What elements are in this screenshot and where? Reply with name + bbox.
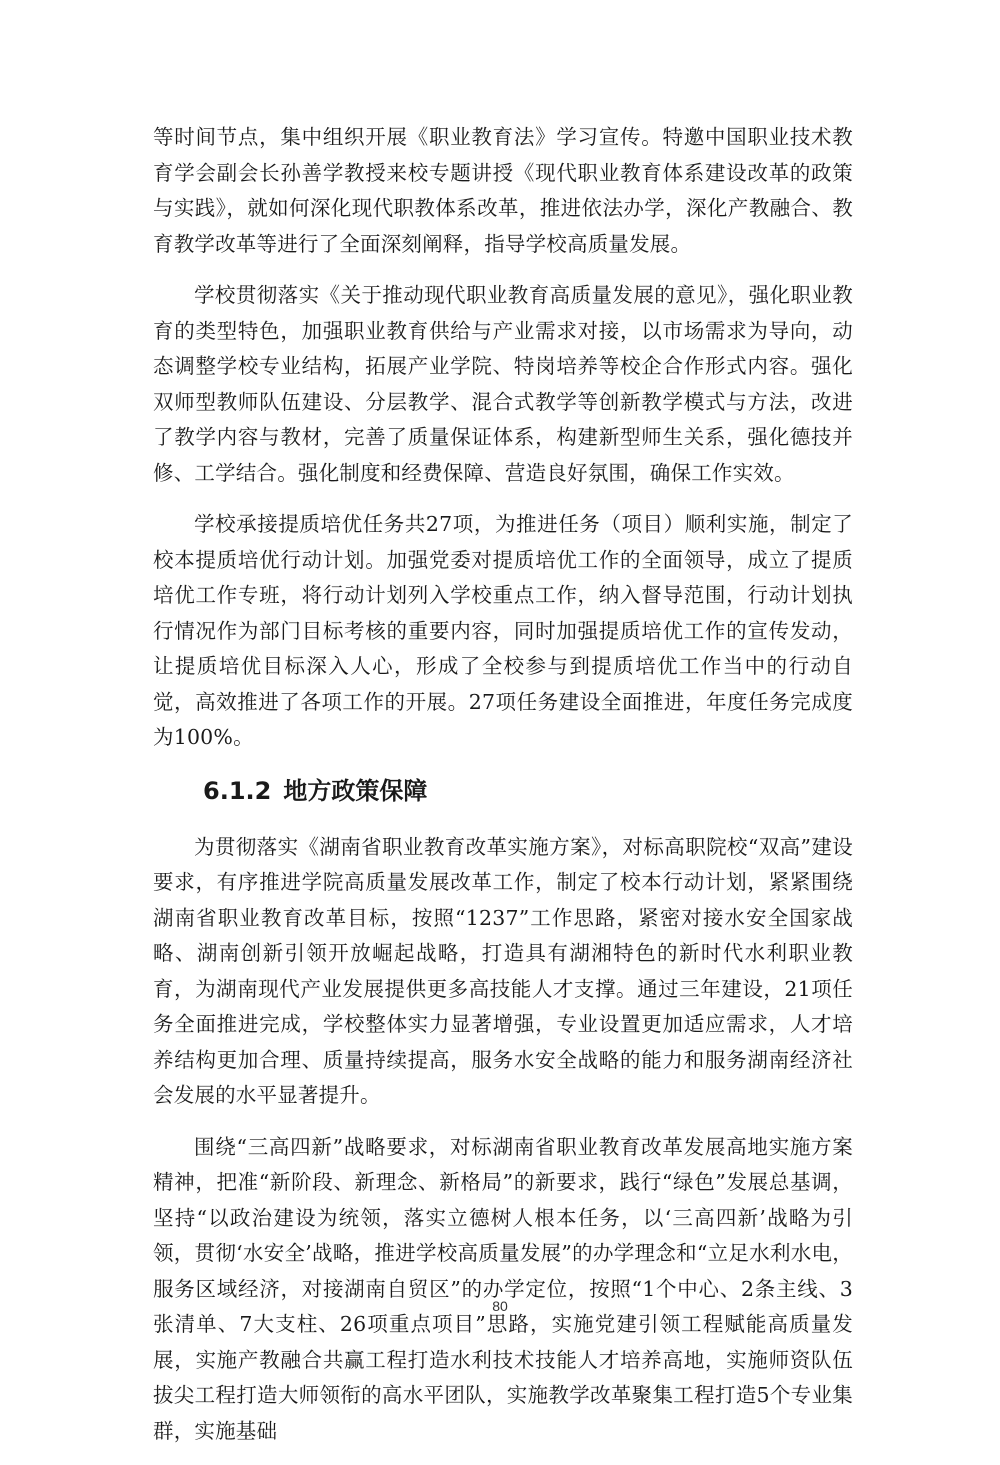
section-title: 地方政策保障 [283, 776, 428, 805]
paragraph: 学校承接提质培优任务共27项，为推进任务（项目）顺利实施，制定了校本提质培优行动计划。加强党委对提质培优工作的全面领导，成立了提质培优工作专班，将行动计划列入学校重点工作，纳入督导范围，行动计划执行情况作为部门目标考核的重要内容，同时加强提质培优工作的宣传发动，让提质培优目标深入人心，形成了全校参与到提质培优工作当中的行动自觉，高效推进了各项工作的开展。27项任务建设全面推进，年度任务完成度为100%。 [153, 512, 853, 749]
paragraph: 围绕“三高四新”战略要求，对标湖南省职业教育改革发展高地实施方案精神，把准“新阶段、新理念、新格局”的新要求，践行“绿色”发展总基调，坚持“以政治建设为统领，落实立德树人根本任务，以‘三高四新’战略为引领，贯彻‘水安全’战略，推进学校高质量发展”的办学理念和“立足水利水电，服务区域经济，对接湖南自贸区”的办学定位，按照“1个中心、2条主线、3张清单、7大支柱、26项重点项目”思路，实施党建引领工程赋能高质量发展，实施产教融合共赢工程打造水利技术技能人才培养高地，实施师资队伍拔尖工程打造大师领衔的高水平团队，实施教学改革聚集工程打造5个专业集群，实施基础 [153, 1134, 853, 1443]
paragraph: 为贯彻落实《湖南省职业教育改革实施方案》，对标高职院校“双高”建设要求，有序推进学院高质量发展改革工作，制定了校本行动计划，紧紧围绕湖南省职业教育改革目标，按照“1237”工作思路，紧密对接水安全国家战略、湖南创新引领开放崛起战略，打造具有湖湘特色的新时代水利职业教育，为湖南现代产业发展提供更多高技能人才支撑。通过三年建设，21项任务全面推进完成，学校整体实力显著增强，专业设置更加适应需求，人才培养结构更加合理、质量持续提高，服务水安全战略的能力和服务湖南经济社会发展的水平显著提升。 [153, 834, 853, 1107]
page-content [153, 120, 853, 1465]
paragraph-continued: 等时间节点，集中组织开展《职业教育法》学习宣传。特邀中国职业技术教育学会副会长孙善学教授来校专题讲授《现代职业教育体系建设改革的政策与实践》，就如何深化现代职教体系改革，推进依法办学，深化产教融合、教育教学改革等进行了全面深刻阐释，指导学校高质量发展。 [153, 125, 853, 256]
page-number: 80 [492, 1298, 508, 1314]
paragraph: 学校贯彻落实《关于推动现代职业教育高质量发展的意见》，强化职业教育的类型特色，加强职业教育供给与产业需求对接，以市场需求为导向，动态调整学校专业结构，拓展产业学院、特岗培养等校企合作形式内容。强化双师型教师队伍建设、分层教学、混合式教学等创新教学模式与方法，改进了教学内容与教材，完善了质量保证体系，构建新型师生关系，强化德技并修、工学结合。强化制度和经费保障、营造良好氛围，确保工作实效。 [153, 283, 853, 485]
section-heading [153, 774, 853, 808]
section-number: 6.1.2 [203, 776, 272, 805]
